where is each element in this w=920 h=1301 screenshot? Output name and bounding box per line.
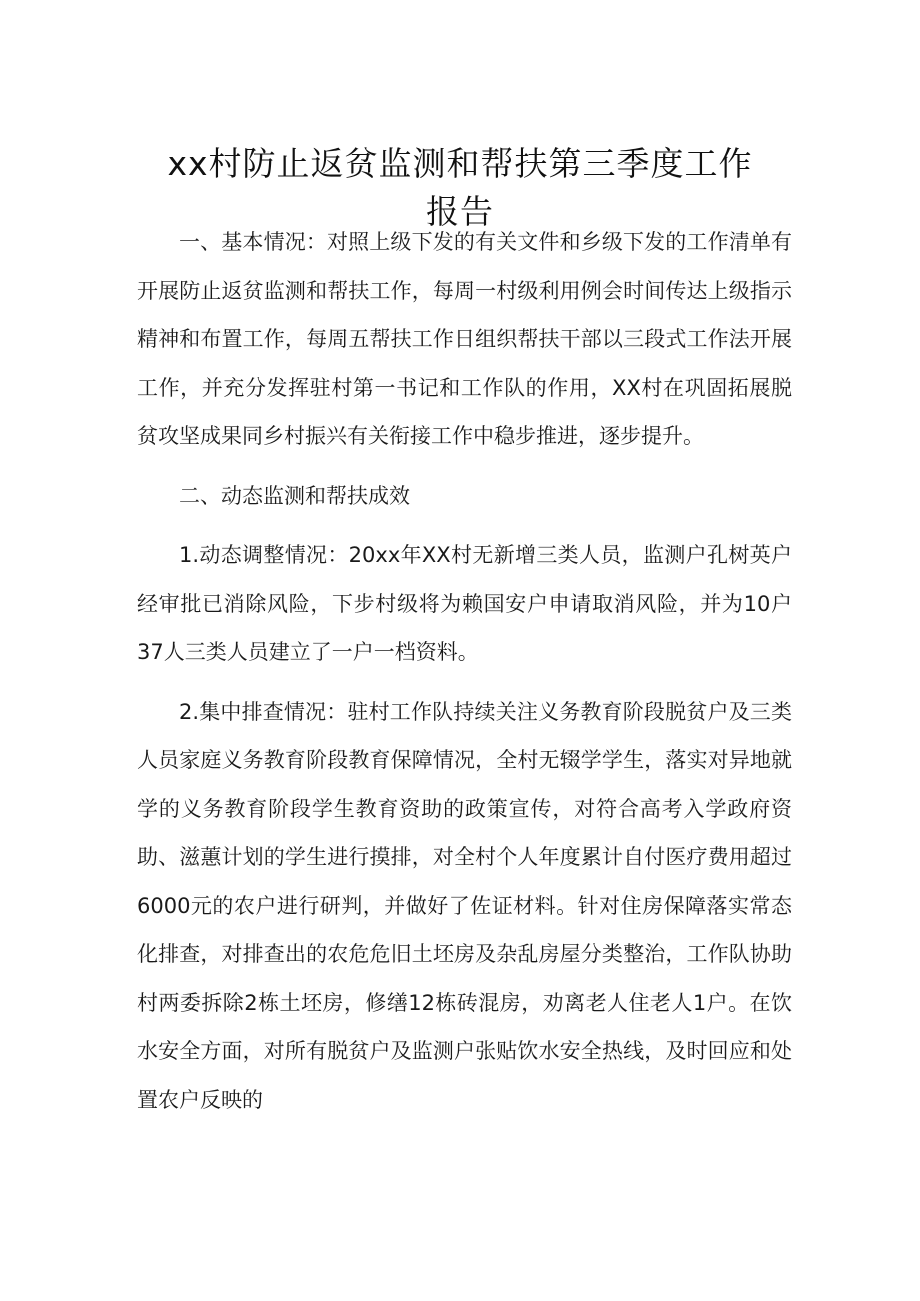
document-body — [137, 218, 792, 1124]
paragraph-basic-situation: 一、基本情况：对照上级下发的有关文件和乡级下发的工作清单有开展防止返贫监测和帮扶工作，每周一村级利用例会时间传达上级指示精神和布置工作，每周五帮扶工作日组织帮扶干部以三段式工作法开展工作，并充分发挥驻村第一书记和工作队的作用，XX村在巩固拓展脱贫攻坚成果同乡村振兴有关衔接工作中稳步推进，逐步提升。 — [137, 230, 792, 448]
paragraph-centralized-inspection: 2.集中排查情况：驻村工作队持续关注义务教育阶段脱贫户及三类人员家庭义务教育阶段教育保障情况，全村无辍学学生，落实对异地就学的义务教育阶段学生教育资助的政策宣传，对符合高考入学政府资助、滋蕙计划的学生进行摸排，对全村个人年度累计自付医疗费用超过6000元的农户进行研判，并做好了佐证材料。针对住房保障落实常态化排查，对排查出的农危危旧土坯房及杂乱房屋分类整治，工作队协助村两委拆除2栋土坯房，修缮12栋砖混房，劝离老人住老人1户。在饮水安全方面，对所有脱贫户及监测户张贴饮水安全热线，及时回应和处置农户反映的 — [137, 699, 792, 1112]
title-line-1: xx村防止返贫监测和帮扶第三季度工作 — [167, 144, 753, 184]
title-line-2: 报告 — [426, 192, 494, 232]
paragraph-section-heading-2: 二、动态监测和帮扶成效 — [179, 483, 410, 508]
paragraph-dynamic-adjustment: 1.动态调整情况：20xx年XX村无新增三类人员，监测户孔树英户经审批已消除风险，下步村级将为赖国安户申请取消风险，并为10户37人三类人员建立了一户一档资料。 — [137, 543, 792, 664]
